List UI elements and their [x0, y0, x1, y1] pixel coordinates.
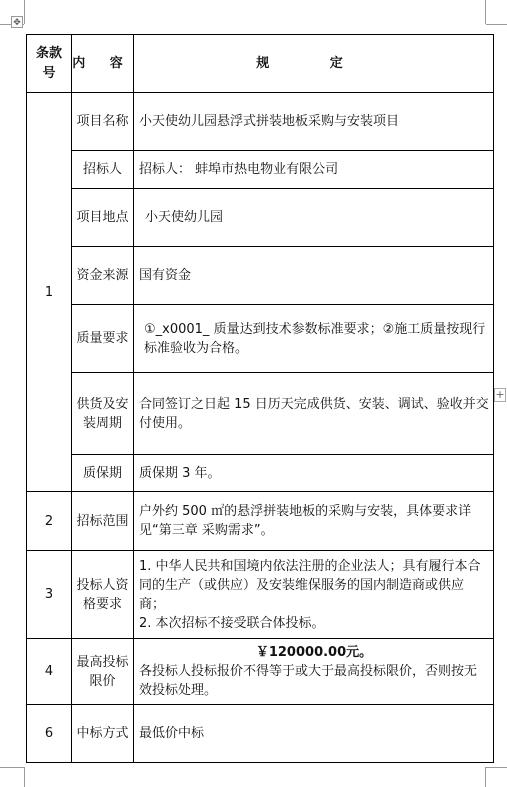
row-value-quality[interactable]: ①_x0001_ 质量达到技术参数标准要求；②施工质量按现行标准验收为合格。	[134, 305, 494, 373]
table-row	[27, 705, 494, 763]
row-label-supply-period: 供货及安装周期	[72, 373, 134, 455]
table-row	[27, 305, 494, 373]
header-content: 内 容	[72, 35, 134, 93]
row-value-supply-period[interactable]: 合同签订之日起 15 日历天完成供货、安装、调试、验收并交付使用。	[134, 373, 494, 455]
row-label-fund-source: 资金来源	[72, 247, 134, 305]
crop-mark	[485, 0, 486, 24]
clause-number: 4	[27, 639, 72, 705]
row-label-max-price: 最高投标限价	[72, 639, 134, 705]
table-row	[27, 492, 494, 551]
tender-data-table	[26, 34, 494, 763]
row-label-bidder-qualification: 投标人资格要求	[72, 551, 134, 639]
crop-mark	[24, 0, 25, 24]
table-row	[27, 551, 494, 639]
row-value-award-method[interactable]: 最低价中标	[134, 705, 494, 763]
table-row	[27, 373, 494, 455]
row-label-scope: 招标范围	[72, 492, 134, 551]
crop-mark	[485, 767, 486, 787]
max-price-note: 各投标人投标报价不得等于或大于最高投标限价，否则按无效投标处理。	[139, 664, 478, 698]
row-label-tenderer: 招标人	[72, 151, 134, 189]
clause-number: 3	[27, 551, 72, 639]
table-row	[27, 93, 494, 151]
row-label-quality: 质量要求	[72, 305, 134, 373]
crop-mark	[486, 767, 507, 768]
table-header-row	[27, 35, 494, 93]
row-value-scope[interactable]: 户外约 500 ㎡的悬浮拼装地板的采购与安装，具体要求详见“第三章 采购需求”。	[134, 492, 494, 551]
crop-mark	[24, 767, 25, 787]
bidder-qualification-line-1: 1. 中华人民共和国境内依法注册的企业法人；具有履行本合同的生产（或供应）及安装维保服务的国内制造商或供应商；	[139, 558, 481, 612]
table-row	[27, 639, 494, 705]
max-price-amount: ￥120000.00元。	[255, 645, 373, 660]
row-value-bidder-qualification[interactable]	[134, 551, 494, 639]
table-row	[27, 189, 494, 247]
row-value-fund-source[interactable]: 国有资金	[134, 247, 494, 305]
row-value-max-price[interactable]	[134, 639, 494, 705]
clause-number: 6	[27, 705, 72, 763]
row-value-project-name[interactable]: 小天使幼儿园悬浮式拼装地板采购与安装项目	[134, 93, 494, 151]
project-location-text: 小天使幼儿园	[145, 210, 224, 225]
row-label-project-location: 项目地点	[72, 189, 134, 247]
row-value-project-location[interactable]	[134, 189, 494, 247]
add-row-icon[interactable]: +	[495, 388, 505, 401]
row-label-award-method: 中标方式	[72, 705, 134, 763]
clause-number: 2	[27, 492, 72, 551]
bidder-qualification-line-2: 2. 本次招标不接受联合体投标。	[139, 615, 325, 631]
table-row	[27, 151, 494, 189]
row-value-tenderer[interactable]: 招标人： 蚌埠市热电物业有限公司	[134, 151, 494, 189]
header-clause-no: 条款号	[27, 35, 72, 93]
row-label-warranty: 质保期	[72, 455, 134, 492]
table-move-handle-icon[interactable]: ✥	[11, 16, 23, 28]
crop-mark	[0, 767, 24, 768]
header-provision: 规 定	[134, 35, 494, 93]
row-value-warranty[interactable]: 质保期 3 年。	[134, 455, 494, 492]
row-label-project-name: 项目名称	[72, 93, 134, 151]
table-row	[27, 247, 494, 305]
clause-number: 1	[27, 93, 72, 492]
table-row	[27, 455, 494, 492]
crop-mark	[486, 24, 507, 25]
